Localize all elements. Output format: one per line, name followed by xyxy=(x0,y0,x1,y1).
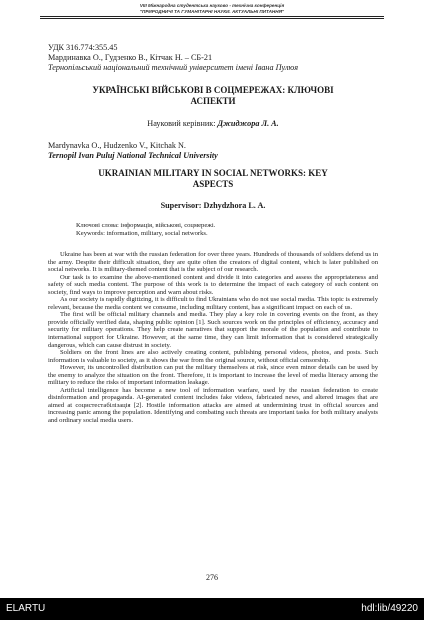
affiliation-en: Ternopil Ivan Puluj National Technical University xyxy=(48,151,218,160)
conference-header xyxy=(0,3,424,15)
repository-footer-bar xyxy=(0,598,424,620)
article-body xyxy=(48,251,378,425)
title-en-line-1: UKRAINIAN MILITARY IN SOCIAL NETWORKS: KEY xyxy=(98,168,328,178)
affiliation-ua: Тернопільський національний технічний університет імені Івана Пулюя xyxy=(48,63,299,72)
udc-code: УДК 316.774:355.45 xyxy=(48,43,118,52)
page-number: 276 xyxy=(206,573,218,582)
header-line-2: "ПРИРОДНИЧІ ТА ГУМАНІТАРНІ НАУКИ. АКТУАЛЬНІ ПИТАННЯ" xyxy=(139,9,285,14)
handle-identifier: hdl:lib/49220 xyxy=(361,603,418,614)
supervisor-ua xyxy=(48,119,378,129)
en-author-block xyxy=(48,141,378,161)
title-en-line-2: ASPECTS xyxy=(192,179,234,189)
keywords-ua: Ключові слова: інформація, військові, соцмережі. xyxy=(76,222,216,229)
paragraph-7: Artificial intelligence has become a new tool of information warfare, used by the russian federation to create disinformation and propaganda. AI-generated content includes fake videos, fabricated news, and altered images that are aimed at социстестабілізація [2]. Hostile information attacks are aimed at undermining trust in official sources and increasing panic among the population. Identifying and combating such threats are important tasks for both military analysts and ordinary social media users. xyxy=(48,386,378,425)
title-ua-line-1: УКРАЇНСЬКІ ВІЙСЬКОВІ В СОЦМЕРЕЖАХ: КЛЮЧОВІ xyxy=(92,85,334,95)
header-line-1: VIII Міжнародна студентська науково - технічна конференція xyxy=(139,3,285,8)
authors-ua: Мардинавка О., Гудзенко В., Кітчак Н. – СБ-21 xyxy=(48,53,213,62)
paragraph-2: Our task is to examine the above-mentioned content and divide it into categories and assess the appropriateness and safety of such media content. The purpose of this work is to determine the impact of each category of such content on society, find ways to improve perception and warn about risks. xyxy=(48,273,378,296)
title-ua xyxy=(48,85,378,107)
keywords-en: Keywords: information, military, social networks. xyxy=(76,230,208,237)
paragraph-5: Soldiers on the front lines are also actively creating content, publishing personal videos, photos, and posts. Such information is valuable to society, as it shows the war from the original source, without official censorship. xyxy=(48,349,378,364)
supervisor-ua-name: Джиджора Л. А. xyxy=(217,119,279,128)
ua-author-block xyxy=(48,43,378,73)
authors-en: Mardynavka O., Hudzenko V., Kitchak N. xyxy=(48,141,186,150)
supervisor-en: Supervisor: Dzhydzhora L. A. xyxy=(160,201,266,210)
header-divider xyxy=(40,16,384,17)
supervisor-ua-label: Науковий керівник: xyxy=(147,119,216,128)
paragraph-6: However, its uncontrolled distribution can put the military themselves at risk, since even minor details can be used by the enemy to analyze the situation on the front. Therefore, it is important to increase the level of media literacy among the military to reduce the risks of important information leakage. xyxy=(48,364,378,387)
title-en xyxy=(48,168,378,190)
header-divider-2 xyxy=(40,18,384,19)
repository-name: ELARTU xyxy=(6,603,46,614)
keywords-block xyxy=(76,222,376,238)
paragraph-4: The first will be official military channels and media. They play a key role in covering events on the front, as they provide officially verified data, shaping public opinion [1]. Such sources work on the principles of efficiency, accuracy and security for military operations. They help create narratives that support the morale of the population and contribute to international support for Ukraine. However, at the same time, they can limit information that is considered strategically dangerous, which can cause distrust in society. xyxy=(48,311,378,349)
title-ua-line-2: АСПЕКТИ xyxy=(190,96,236,106)
paragraph-1: Ukraine has been at war with the russian federation for over three years. Hundreds of thousands of soldiers defend us in the army. Despite their difficult situation, they are quite often the creators of digital content, which is later published on social networks. It is military-themed content that is the subject of our research. xyxy=(48,251,378,274)
paragraph-3: As our society is rapidly digitizing, it is difficult to find Ukrainians who do not use social media. This topic is extremely relevant, because the media content we consume, including military content, has a significant impact on each of us. xyxy=(48,296,378,311)
